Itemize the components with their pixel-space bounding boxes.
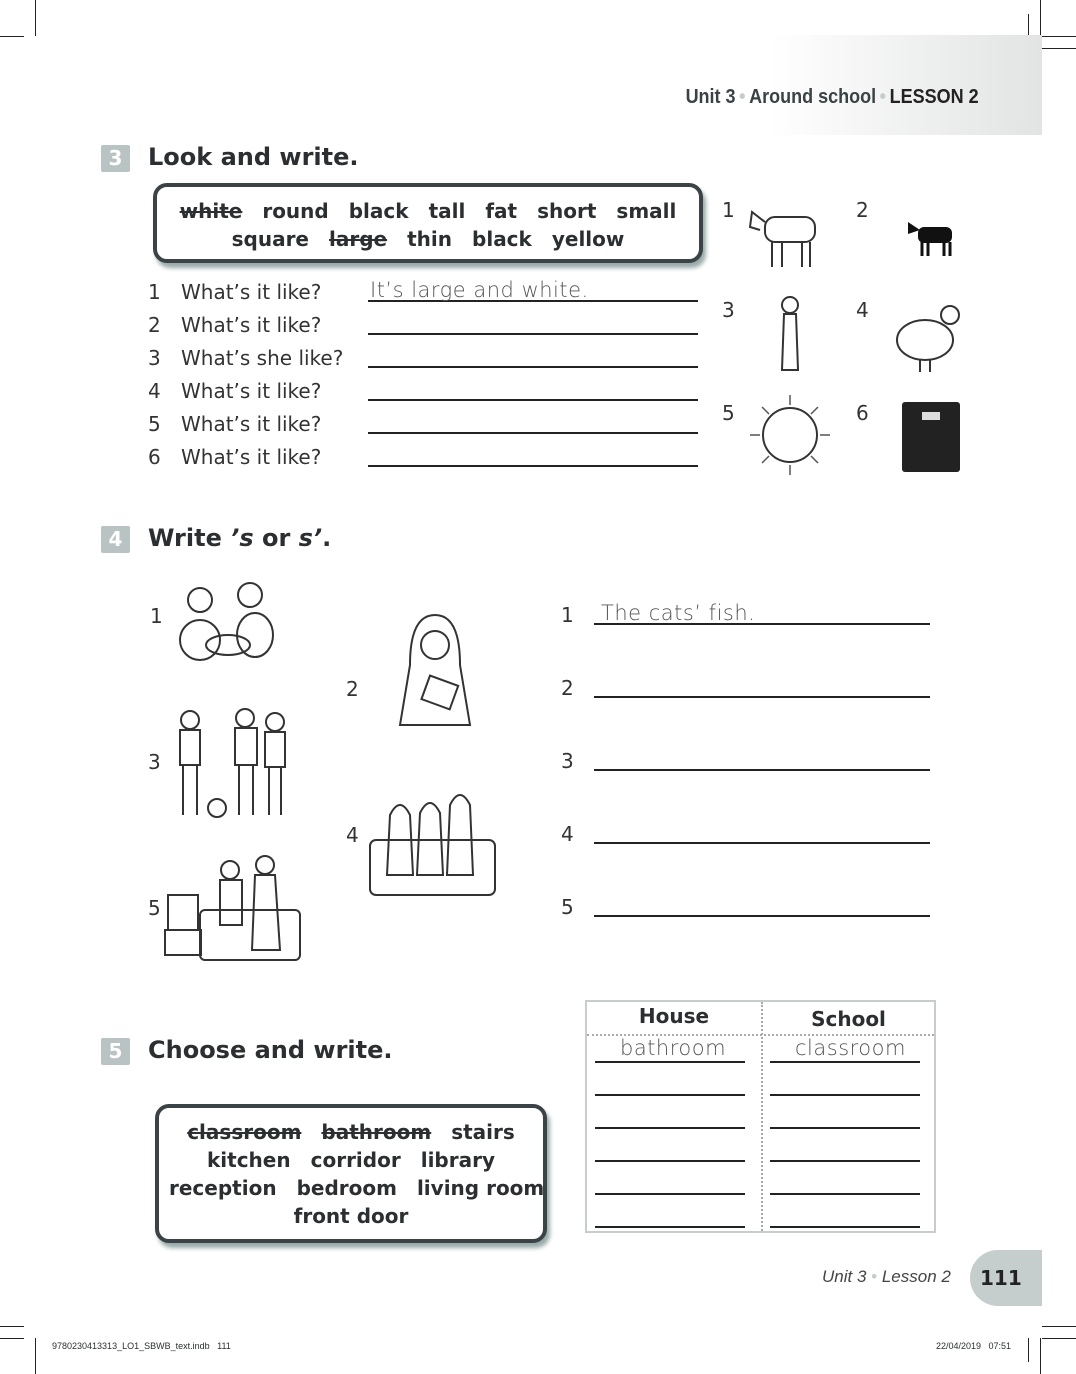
picture-number: 3 bbox=[148, 750, 161, 774]
answer-line[interactable] bbox=[594, 769, 930, 771]
table-answer-line[interactable] bbox=[770, 1160, 920, 1162]
answer-number: 5 bbox=[561, 895, 574, 919]
answer-line[interactable] bbox=[368, 333, 698, 335]
answer-line[interactable] bbox=[368, 465, 698, 467]
crossed-word: classroom bbox=[187, 1120, 302, 1144]
question-number: 6 bbox=[148, 445, 161, 469]
exercise-3-badge: 3 bbox=[101, 145, 130, 172]
word: kitchen bbox=[206, 1148, 291, 1172]
picture-number: 6 bbox=[856, 401, 869, 425]
word: small bbox=[616, 199, 677, 223]
word-box-ex3 bbox=[153, 183, 703, 263]
word: stairs bbox=[451, 1120, 515, 1144]
word-row bbox=[159, 1202, 543, 1230]
footer-label: Unit 3 • Lesson 2 bbox=[822, 1267, 951, 1286]
word: square bbox=[231, 227, 309, 251]
word-row bbox=[159, 1146, 543, 1174]
answer-line[interactable] bbox=[368, 432, 698, 434]
question-number: 2 bbox=[148, 313, 161, 337]
question-number: 4 bbox=[148, 379, 161, 403]
book-icon bbox=[880, 390, 980, 480]
picture-number: 2 bbox=[346, 677, 359, 701]
answer-line[interactable] bbox=[594, 696, 930, 698]
question-text: What’s she like? bbox=[181, 346, 344, 370]
answer-text: The cats’ fish. bbox=[601, 601, 756, 625]
picture-number: 2 bbox=[856, 198, 869, 222]
crop-mark bbox=[1042, 36, 1076, 37]
small-goat-icon bbox=[880, 192, 980, 282]
cats-icon bbox=[160, 570, 295, 685]
house-school-table bbox=[585, 1000, 936, 1233]
picture-number: 5 bbox=[722, 401, 735, 425]
picture-number: 3 bbox=[722, 298, 735, 322]
answer-line[interactable] bbox=[594, 915, 930, 917]
crop-mark bbox=[0, 1326, 24, 1327]
table-header-school: School bbox=[811, 1007, 886, 1031]
table-answer-line[interactable] bbox=[595, 1193, 745, 1195]
picture-number: 1 bbox=[722, 198, 735, 222]
table-answer-line[interactable] bbox=[595, 1061, 745, 1063]
crop-mark bbox=[35, 1338, 36, 1374]
crossed-word: bathroom bbox=[321, 1120, 432, 1144]
word-box-ex5 bbox=[155, 1104, 547, 1243]
exercise-3-title: Look and write. bbox=[148, 143, 359, 171]
question-number: 5 bbox=[148, 412, 161, 436]
table-cell-school: classroom bbox=[795, 1036, 906, 1060]
question-number: 1 bbox=[148, 280, 161, 304]
hen-icon bbox=[880, 290, 980, 380]
question-text: What’s it like? bbox=[181, 313, 322, 337]
exercise-5-badge: 5 bbox=[101, 1038, 130, 1065]
exercise-5-title: Choose and write. bbox=[148, 1036, 393, 1064]
header-topic: Around school bbox=[749, 86, 877, 108]
question-text: What’s it like? bbox=[181, 412, 322, 436]
table-answer-line[interactable] bbox=[595, 1094, 745, 1096]
answer-line[interactable] bbox=[368, 399, 698, 401]
word: living room bbox=[416, 1176, 545, 1200]
crop-mark bbox=[1042, 48, 1076, 49]
answer-line[interactable] bbox=[594, 842, 930, 844]
word: corridor bbox=[310, 1148, 401, 1172]
picture-number: 1 bbox=[150, 604, 163, 628]
question-text: What’s it like? bbox=[181, 445, 322, 469]
question-number: 3 bbox=[148, 346, 161, 370]
table-answer-line[interactable] bbox=[770, 1226, 920, 1228]
page-number: 111 bbox=[980, 1266, 1022, 1290]
word: front door bbox=[293, 1204, 409, 1228]
word: yellow bbox=[551, 227, 625, 251]
word-row bbox=[159, 1174, 543, 1202]
answer-number: 2 bbox=[561, 676, 574, 700]
crop-mark bbox=[1028, 1338, 1029, 1362]
crossed-word: white bbox=[179, 199, 243, 223]
running-header: Unit 3 • Around school • LESSON 2 bbox=[685, 86, 979, 108]
word: reception bbox=[169, 1176, 277, 1200]
table-answer-line[interactable] bbox=[770, 1094, 920, 1096]
table-answer-line[interactable] bbox=[770, 1193, 920, 1195]
picture-number: 4 bbox=[346, 823, 359, 847]
table-answer-line[interactable] bbox=[595, 1226, 745, 1228]
answer-number: 3 bbox=[561, 749, 574, 773]
word: black bbox=[348, 199, 409, 223]
answer-line[interactable] bbox=[368, 366, 698, 368]
word: black bbox=[472, 227, 532, 251]
crop-mark bbox=[1042, 1326, 1076, 1327]
crop-mark bbox=[1028, 14, 1029, 36]
sun-icon bbox=[740, 390, 840, 480]
table-answer-line[interactable] bbox=[770, 1061, 920, 1063]
crop-mark bbox=[1040, 0, 1041, 36]
picture-number: 5 bbox=[148, 896, 161, 920]
header-lesson: LESSON 2 bbox=[889, 86, 979, 108]
answer-number: 4 bbox=[561, 822, 574, 846]
answer-number: 1 bbox=[561, 603, 574, 627]
table-answer-line[interactable] bbox=[770, 1127, 920, 1129]
table-cell-house: bathroom bbox=[620, 1036, 727, 1060]
crop-mark bbox=[1042, 1338, 1076, 1339]
word: library bbox=[420, 1148, 496, 1172]
crop-mark bbox=[0, 36, 24, 37]
word: bedroom bbox=[296, 1176, 397, 1200]
goat-icon bbox=[740, 192, 840, 282]
word: fat bbox=[485, 199, 518, 223]
print-date: 22/04/2019 07:51 bbox=[936, 1341, 1012, 1351]
word: tall bbox=[428, 199, 466, 223]
crop-mark bbox=[0, 1338, 24, 1339]
word: round bbox=[262, 199, 329, 223]
word-row bbox=[157, 225, 699, 253]
question-text: What’s it like? bbox=[181, 379, 322, 403]
girls-sofa-icon bbox=[365, 785, 500, 900]
word-row bbox=[159, 1118, 543, 1146]
picture-number: 4 bbox=[856, 298, 869, 322]
table-answer-line[interactable] bbox=[595, 1127, 745, 1129]
exercise-4-badge: 4 bbox=[101, 526, 130, 553]
word: thin bbox=[407, 227, 453, 251]
family-tv-icon bbox=[160, 850, 305, 970]
crop-mark bbox=[35, 0, 36, 36]
crop-mark bbox=[1040, 1338, 1041, 1374]
header-unit: Unit 3 bbox=[685, 86, 736, 108]
girl-book-icon bbox=[370, 605, 500, 740]
boys-ball-icon bbox=[165, 700, 300, 825]
print-slug: 9780230413313_LO1_SBWB_text.indb 111 bbox=[52, 1341, 231, 1351]
header-band bbox=[770, 35, 1042, 135]
crossed-word: large bbox=[329, 227, 388, 251]
thin-woman-icon bbox=[740, 290, 840, 380]
table-header-house: House bbox=[638, 1004, 710, 1028]
word-row bbox=[157, 197, 699, 225]
word: short bbox=[537, 199, 597, 223]
answer-text: It’s large and white. bbox=[370, 278, 589, 302]
exercise-4-title: Write ’s or s’. bbox=[148, 524, 332, 552]
table-answer-line[interactable] bbox=[595, 1160, 745, 1162]
question-text: What’s it like? bbox=[181, 280, 322, 304]
